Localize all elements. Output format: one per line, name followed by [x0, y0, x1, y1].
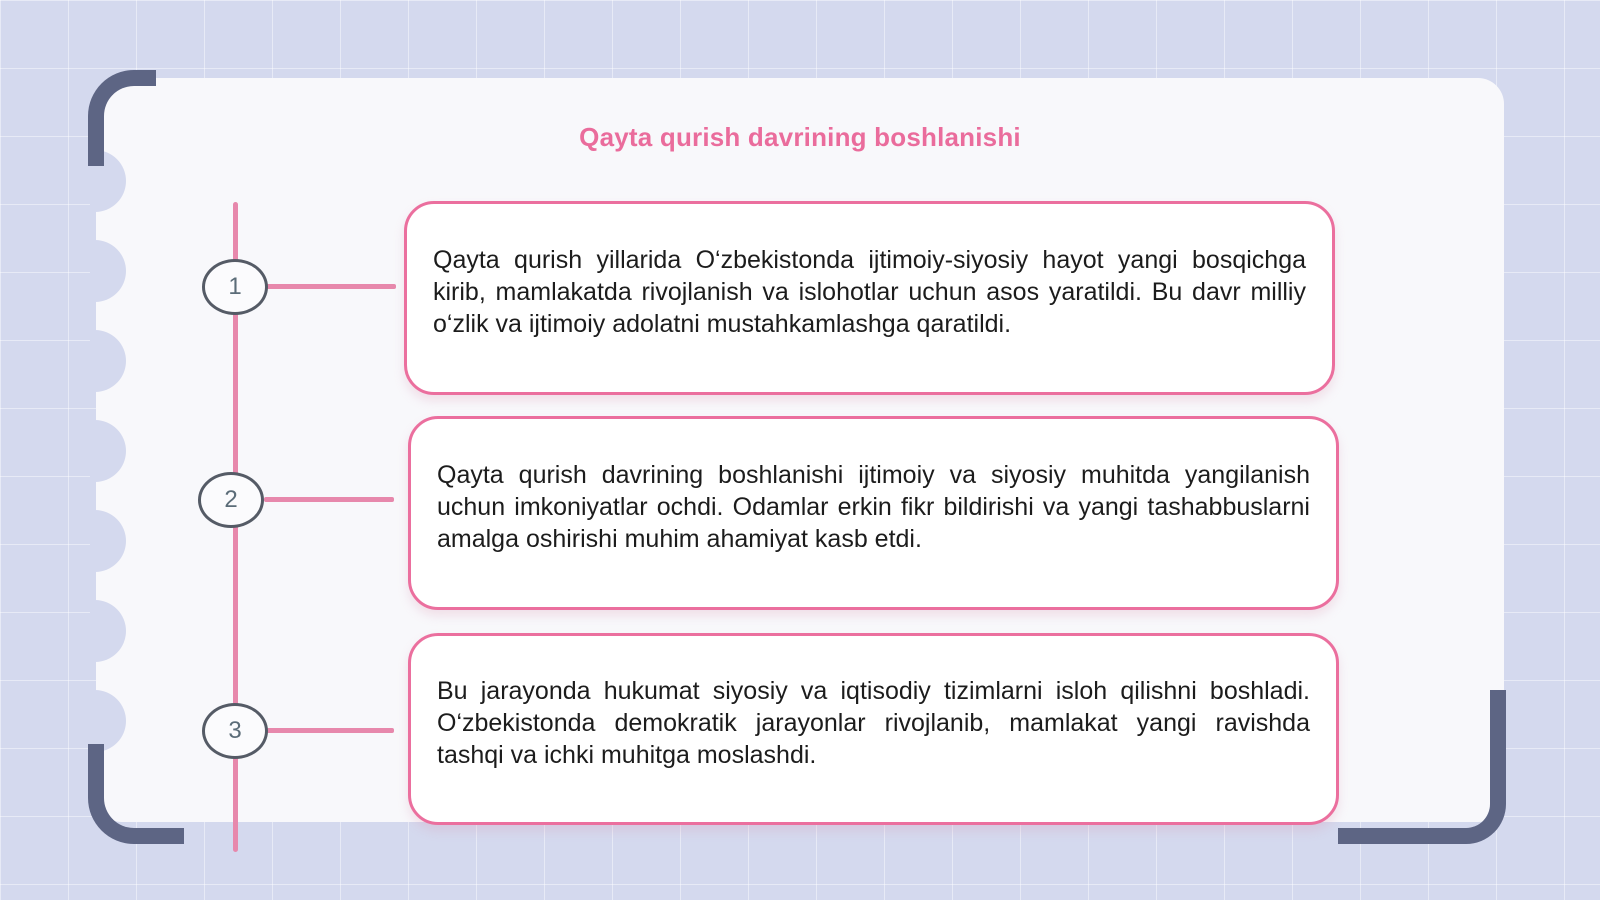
timeline-connector-2: [264, 497, 394, 502]
timeline-connector-1: [266, 284, 396, 289]
timeline-text-2: Qayta qurish davrining boshlanishi ijtimoiy va siyosiy muhitda yangilanish uchun imkoniyatlar ochdi. Odamlar erkin fikr bildirishi va yangi tashabbuslarni amalga oshirishi muhim ahamiyat kasb etdi.: [437, 461, 1310, 553]
timeline-box-1: [404, 201, 1335, 395]
timeline-node-2: 2: [198, 472, 264, 528]
timeline-text-1: Qayta qurish yillarida O‘zbekistonda ijtimoiy-siyosiy hayot yangi bosqichga kirib, mamlakatda rivojlanish va islohotlar uchun asos yaratildi. Bu davr milliy o‘zlik va ijtimoiy adolatni mustahkamlashga qaratildi.: [433, 246, 1306, 338]
timeline-text-3: Bu jarayonda hukumat siyosiy va iqtisodiy tizimlarni isloh qilishni boshladi. O‘zbekistonda demokratik jarayonlar rivojlanib, mamlakat yangi ravishda tashqi va ichki muhitga moslashdi.: [437, 677, 1310, 769]
corner-bracket-bottom-right: [1338, 690, 1506, 844]
notebook-edge: [90, 150, 130, 760]
timeline-box-3: [408, 633, 1339, 825]
timeline-box-2: [408, 416, 1339, 610]
timeline-connector-3: [266, 728, 394, 733]
slide-title: Qayta qurish davrining boshlanishi: [579, 122, 1021, 152]
timeline-node-3: 3: [202, 703, 268, 759]
timeline-node-1: 1: [202, 259, 268, 315]
corner-bracket-bottom-left: [88, 744, 184, 844]
